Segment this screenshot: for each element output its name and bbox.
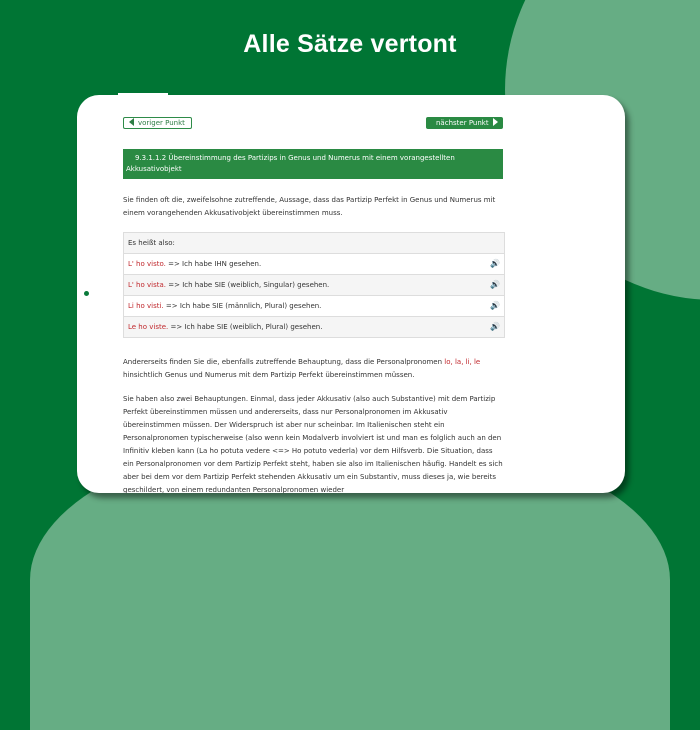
german-translation: => Ich habe SIE (weiblich, Singular) gesehen. <box>168 281 330 289</box>
page-headline: Alle Sätze vertont <box>243 30 457 58</box>
next-point-button[interactable] <box>426 117 503 129</box>
arrow-right-icon <box>493 118 498 126</box>
section-title <box>123 149 503 179</box>
lesson-content <box>123 117 503 493</box>
intro-paragraph: Sie finden oft die, zweifelsohne zutreffende, Aussage, dass das Partizip Perfekt in Genus und Numerus mit einem vorangehenden Akkusativobjekt übereinstimmen muss. <box>123 196 496 217</box>
paragraph-text: hinsichtlich Genus und Numerus mit dem Partizip Perfekt übereinstimmen müssen. <box>123 371 415 379</box>
explanation-paragraph: Sie haben also zwei Behauptungen. Einmal, dass jeder Akkusativ (also auch Substantive) mit dem Partizip Perfekt übereinstimmen müssen und andererseits, dass nur Personalpronomen im Akkusativ übereinstimmen müssen. Der Widerspruch ist aber nur scheinbar. Im Italienischen steht ein Personalpronomen typischerweise (also wenn kein Modalverb involviert ist und man es folglich auch an den Infinitiv kleben kann (La ho potuta vedere <=> Ho potuto vederla) vor dem Hilfsverb. Die Situation, dass ein Personalpronomen vor dem Partizip Perfekt steht, haben sie also im Italienischen häufig. Handelt es sich aber bei dem vor dem Partizip Perfekt stehenden Akkusativ um ein Substantiv, muss dieses ja, wie bereits geschildert, von einem redundanten Personalpronomen wieder <box>123 395 503 493</box>
table-row <box>124 274 504 295</box>
table-row <box>124 295 504 316</box>
italian-phrase: L' ho visto. <box>128 260 166 268</box>
german-translation: => Ich habe IHN gesehen. <box>168 260 262 268</box>
table-row <box>124 253 504 274</box>
table-header: Es heißt also: <box>124 233 504 253</box>
examples-table <box>123 232 505 338</box>
card-notch <box>118 93 168 96</box>
previous-point-button[interactable] <box>123 117 192 129</box>
section-number: 9.3.1.1.2 <box>135 154 167 162</box>
previous-point-label: voriger Punkt <box>138 119 185 127</box>
pronoun-paragraph <box>123 356 503 382</box>
nav-row <box>123 117 503 131</box>
speaker-icon[interactable]: 🔊 <box>490 301 500 310</box>
arrow-left-icon <box>129 118 134 126</box>
italian-phrase: Le ho viste. <box>128 323 169 331</box>
paragraph-text: Andererseits finden Sie die, ebenfalls zutreffende Behauptung, dass die Personalpronomen <box>123 358 445 366</box>
german-translation: => Ich habe SIE (weiblich, Plural) gesehen. <box>170 323 323 331</box>
table-row <box>124 316 504 337</box>
page-indicator-dot <box>84 291 89 296</box>
german-translation: => Ich habe SIE (männlich, Plural) gesehen. <box>165 302 322 310</box>
content-card <box>77 95 625 493</box>
speaker-icon[interactable]: 🔊 <box>490 259 500 268</box>
speaker-icon[interactable]: 🔊 <box>490 322 500 331</box>
italian-phrase: Li ho visti. <box>128 302 164 310</box>
pronoun-highlight: lo, la, li, le <box>444 358 481 366</box>
section-title-text: Übereinstimmung des Partizips in Genus und Numerus mit einem vorangestellten Akkusativobjekt <box>126 154 455 173</box>
italian-phrase: L' ho vista. <box>128 281 166 289</box>
next-point-label: nächster Punkt <box>436 119 489 127</box>
speaker-icon[interactable]: 🔊 <box>490 280 500 289</box>
